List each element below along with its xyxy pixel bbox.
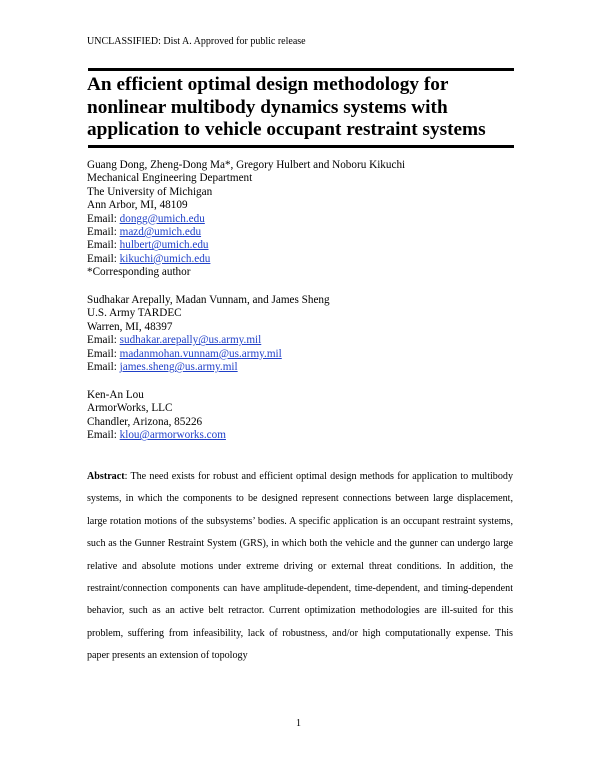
author-group-armorworks <box>87 389 226 443</box>
email-line: Email: dongg@umich.edu <box>87 212 205 225</box>
email-line: Email: mazd@umich.edu <box>87 226 202 239</box>
email-link[interactable]: dongg@umich.edu <box>119 212 205 225</box>
email-link[interactable]: kikuchi@umich.edu <box>119 252 211 265</box>
title-rule-bottom <box>88 145 514 148</box>
address: Ann Arbor, MI, 48109 <box>87 199 188 212</box>
corresponding-author-note: *Corresponding author <box>87 266 191 279</box>
email-link[interactable]: mazd@umich.edu <box>119 226 202 239</box>
organization: ArmorWorks, LLC <box>87 402 173 415</box>
address: Warren, MI, 48397 <box>87 320 173 333</box>
address: Chandler, Arizona, 85226 <box>87 415 203 428</box>
paper-title: An efficient optimal design methodology for nonlinear multibody dynamics systems with application to vehicle occupant restraint systems <box>87 74 486 140</box>
email-link[interactable]: james.sheng@us.army.mil <box>119 361 238 374</box>
email-line: Email: madanmohan.vunnam@us.army.mil <box>87 347 282 360</box>
page-number: 1 <box>296 718 301 729</box>
author-names: Ken-An Lou <box>87 389 144 401</box>
email-line: Email: klou@armorworks.com <box>87 429 226 442</box>
email-line: Email: james.sheng@us.army.mil <box>87 361 238 374</box>
author-group-umich <box>87 159 405 280</box>
author-names: Sudhakar Arepally, Madan Vunnam, and James Sheng <box>87 294 330 306</box>
department: Mechanical Engineering Department <box>87 172 253 185</box>
organization: U.S. Army TARDEC <box>87 307 182 320</box>
abstract-text: : The need exists for robust and efficient optimal design methods for application to multibody systems, in which the components to be designed represent connections between large displacement, large rotation motions of the subsystems’ bodies. A specific application is an occupant restraint systems, such as the Gunner Restraint System (GRS), in which both the vehicle and the gunner can undergo large relative and absolute motions under extreme driving or external threat conditions. In addition, the restraint/connection components can have amplitude-dependent, time-dependent, and timing-dependent behavior, such as an active belt retractor. Current optimization methodologies are ill-suited for this problem, suffering from infeasibility, lack of robustness, and/or high computationally expense. This paper presents an extension of topology <box>87 471 513 662</box>
email-line: Email: hulbert@umich.edu <box>87 239 209 252</box>
classification-header: UNCLASSIFIED: Dist A. Approved for public release <box>87 36 306 47</box>
email-link[interactable]: sudhakar.arepally@us.army.mil <box>119 334 262 347</box>
author-names: Guang Dong, Zheng-Dong Ma*, Gregory Hulbert and Noboru Kikuchi <box>87 159 406 171</box>
email-line: Email: kikuchi@umich.edu <box>87 252 211 265</box>
email-link[interactable]: madanmohan.vunnam@us.army.mil <box>119 347 282 360</box>
email-line: Email: sudhakar.arepally@us.army.mil <box>87 334 262 347</box>
email-link[interactable]: klou@armorworks.com <box>119 429 226 442</box>
university: The University of Michigan <box>87 185 213 198</box>
title-rule-top <box>88 68 514 71</box>
author-group-tardec <box>87 294 330 374</box>
abstract-label: Abstract <box>87 471 125 482</box>
abstract-paragraph <box>87 466 513 668</box>
email-link[interactable]: hulbert@umich.edu <box>119 239 209 252</box>
